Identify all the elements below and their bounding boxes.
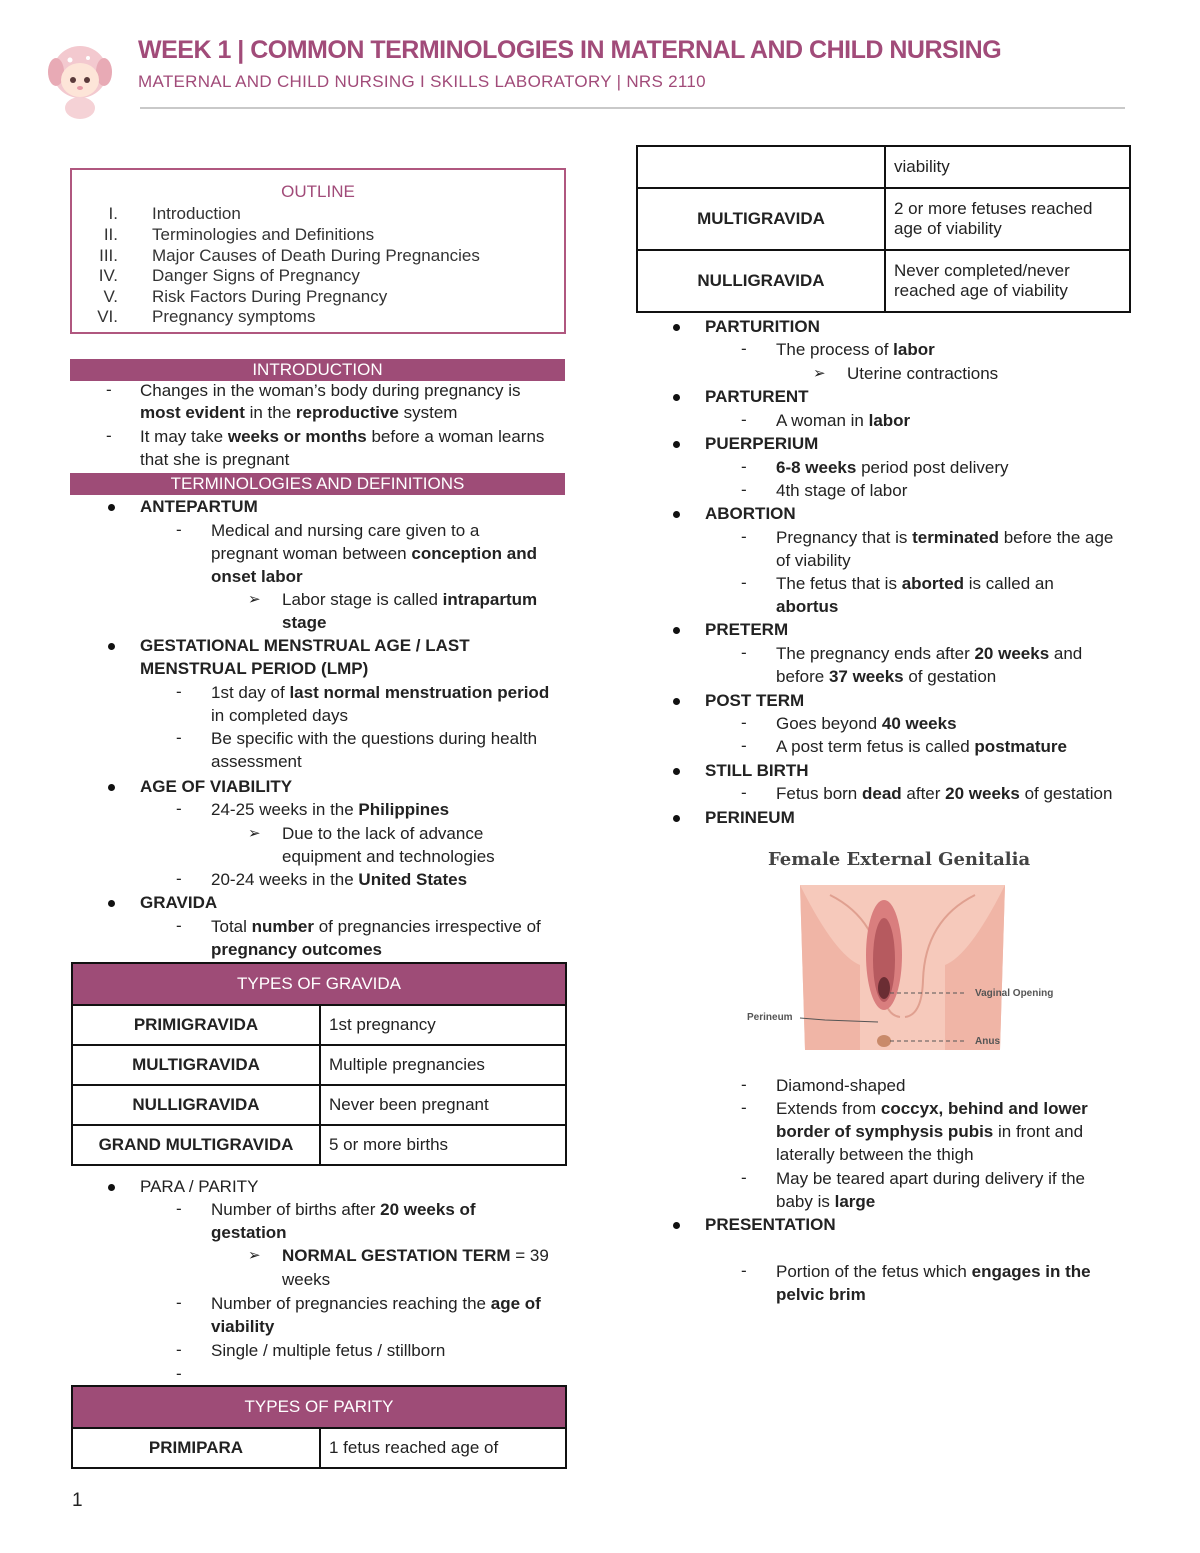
definition-line: laterally between the thigh <box>776 1145 974 1164</box>
bold-text: most evident <box>140 403 245 422</box>
text: before the age <box>999 528 1114 547</box>
intro-line: that she is pregnant <box>140 450 290 469</box>
page-subtitle: MATERNAL AND CHILD NURSING I SKILLS LABORATORY | NRS 2110 <box>138 72 706 91</box>
table-cell-definition: 1 fetus reached age of <box>320 1428 566 1468</box>
types-of-parity-table <box>71 1385 567 1469</box>
definition-line <box>776 713 957 735</box>
bullet-marker <box>673 324 680 331</box>
dash-marker: - <box>176 799 182 818</box>
term-puerperium: PUERPERIUM <box>705 434 819 453</box>
term-gestational-age: GESTATIONAL MENSTRUAL AGE / LAST <box>140 636 470 655</box>
dash-marker: - <box>106 426 112 445</box>
bullet-marker <box>673 768 680 775</box>
sub-definition-line: Due to the lack of advance <box>282 824 484 843</box>
definition-line <box>211 1293 541 1315</box>
text: baby is <box>776 1192 835 1211</box>
table-cell-term: GRAND MULTIGRAVIDA <box>72 1125 320 1165</box>
definition-line: onset labor <box>211 567 303 586</box>
outline-box <box>70 168 566 334</box>
definition-line <box>776 573 1054 595</box>
definition-line <box>776 527 1113 549</box>
term-para-parity: PARA / PARITY <box>140 1177 259 1196</box>
definition-line <box>776 339 935 361</box>
dash-marker: - <box>741 736 747 755</box>
dash-marker: - <box>176 869 182 888</box>
table-cell-definition <box>885 146 1130 188</box>
page-title: WEEK 1 | COMMON TERMINOLOGIES IN MATERNAL AND CHILD NURSING <box>138 36 1002 64</box>
bold-text: conception and <box>411 544 537 563</box>
term-gestational-age: MENSTRUAL PERIOD (LMP) <box>140 659 369 678</box>
definition-line <box>776 1098 1088 1120</box>
arrow-bullet-icon: ➢ <box>813 365 826 382</box>
intro-line: Changes in the woman’s body during pregnancy is <box>140 381 521 400</box>
bold-text: last normal menstruation period <box>289 683 550 702</box>
dash-marker: - <box>741 573 747 592</box>
bullet-marker <box>673 441 680 448</box>
sub-definition-line: weeks <box>282 1270 331 1289</box>
text: The pregnancy ends after <box>776 644 975 663</box>
term-preterm: PRETERM <box>705 620 789 639</box>
outline-item-number: III. <box>99 246 118 265</box>
bullet-marker <box>673 698 680 705</box>
text: 1st day of <box>211 683 290 702</box>
table-cell-definition: 5 or more births <box>320 1125 566 1165</box>
table-cell-definition: Never been pregnant <box>320 1085 566 1125</box>
definition-line: assessment <box>211 752 302 771</box>
text: system <box>398 403 458 422</box>
bold-text: 37 weeks <box>828 667 904 686</box>
dash-marker: - <box>176 1199 182 1218</box>
sub-definition-line: stage <box>282 613 327 632</box>
arrow-bullet-icon: ➢ <box>248 825 261 842</box>
bullet-marker <box>108 643 115 650</box>
table-cell-term: NULLIGRAVIDA <box>72 1085 320 1125</box>
dash-marker: - <box>741 410 747 429</box>
sub-definition-line <box>282 589 537 611</box>
text: before a woman learns <box>366 427 545 446</box>
definition-line <box>211 869 467 891</box>
term-still-birth: STILL BIRTH <box>705 761 809 780</box>
term-post-term: POST TERM <box>705 691 805 710</box>
text: Goes beyond <box>776 714 882 733</box>
table-row <box>637 250 1130 312</box>
term-antepartum: ANTEPARTUM <box>140 497 258 516</box>
bullet-marker <box>108 1184 115 1191</box>
definition-line <box>776 457 1008 479</box>
bullet-marker <box>108 900 115 907</box>
text: reached age of viability <box>894 281 1068 300</box>
bullet-marker <box>108 784 115 791</box>
text: viability <box>894 157 950 176</box>
term-age-of-viability: AGE OF VIABILITY <box>140 777 293 796</box>
dash-marker: - <box>741 713 747 732</box>
table-cell-term: MULTIGRAVIDA <box>72 1045 320 1085</box>
term-presentation: PRESENTATION <box>705 1215 836 1234</box>
definition-line: 4th stage of labor <box>776 481 908 500</box>
sub-definition-line: equipment and technologies <box>282 847 495 866</box>
dash-marker: - <box>741 1098 747 1117</box>
definition-line: viability <box>211 1317 275 1336</box>
dash-marker: - <box>106 380 112 399</box>
table-cell-term: MULTIGRAVIDA <box>637 188 885 250</box>
outline-item-number: VI. <box>97 307 118 326</box>
text: of gestation <box>1019 784 1113 803</box>
bold-text: dead <box>862 784 902 803</box>
definition-line <box>776 736 1067 758</box>
definition-line: Be specific with the questions during health <box>211 729 538 748</box>
table-row <box>72 1085 566 1125</box>
types-of-parity-table-continued <box>636 145 1131 313</box>
text: Extends from <box>776 1099 881 1118</box>
text: in the <box>244 403 296 422</box>
bold-text: reproductive <box>295 403 399 422</box>
dash-marker: - <box>741 527 747 546</box>
text: Pregnancy that is <box>776 528 913 547</box>
outline-item-number: I. <box>108 204 118 223</box>
outline-title: OUTLINE <box>281 182 355 201</box>
table-cell-term: PRIMIGRAVIDA <box>72 1005 320 1045</box>
text: and <box>1049 644 1083 663</box>
figure-title: Female External Genitalia <box>768 849 1031 870</box>
page-number: 1 <box>72 1490 83 1511</box>
table-row <box>72 1428 566 1468</box>
definition-line: pelvic brim <box>776 1285 866 1304</box>
definition-line <box>776 1191 875 1213</box>
text: Number of births after <box>211 1200 381 1219</box>
bold-text: terminated <box>912 528 999 547</box>
female-external-genitalia-illustration <box>740 885 1070 1055</box>
dash-marker: - <box>176 916 182 935</box>
bullet-marker <box>673 511 680 518</box>
definition-line <box>211 543 537 565</box>
dash-marker: - <box>176 520 182 539</box>
definition-line: May be teared apart during delivery if the <box>776 1169 1086 1188</box>
bullet-marker <box>673 815 680 822</box>
definition-line: of viability <box>776 551 851 570</box>
text: It may take <box>140 427 228 446</box>
table-row <box>72 1125 566 1165</box>
table-row <box>72 1045 566 1085</box>
table-cell-definition: 1st pregnancy <box>320 1005 566 1045</box>
definition-line: Single / multiple fetus / stillborn <box>211 1341 446 1360</box>
table-header: TYPES OF GRAVIDA <box>72 963 566 1005</box>
text: 20-24 weeks in the <box>211 870 359 889</box>
text: age of viability <box>894 219 1002 238</box>
text: A post term fetus is called <box>776 737 975 756</box>
text: pregnant woman between <box>211 544 412 563</box>
dash-marker: - <box>176 728 182 747</box>
bold-text: border of symphysis pubis <box>776 1122 994 1141</box>
definition-line <box>776 1121 1083 1143</box>
term-parturition: PARTURITION <box>705 317 820 336</box>
text: Fetus born <box>776 784 862 803</box>
definition-line <box>211 916 541 938</box>
term-parturient: PARTURENT <box>705 387 809 406</box>
text: period post delivery <box>856 458 1009 477</box>
definition-line: abortus <box>776 597 839 616</box>
intro-line <box>140 426 544 448</box>
text: of gestation <box>903 667 997 686</box>
outline-item-text: Major Causes of Death During Pregnancies <box>152 246 480 265</box>
definition-line <box>211 1199 476 1221</box>
dash-marker: - <box>741 643 747 662</box>
table-cell-term <box>637 146 885 188</box>
definition-line: Medical and nursing care given to a <box>211 521 480 540</box>
dash-marker: - <box>741 339 747 358</box>
dash-marker: - <box>741 1168 747 1187</box>
bold-text: number <box>251 917 314 936</box>
text: = 39 <box>510 1246 549 1265</box>
bold-text: labor <box>868 411 911 430</box>
bullet-marker <box>673 394 680 401</box>
bold-text: Philippines <box>358 800 450 819</box>
dash-marker: - <box>176 1293 182 1312</box>
sub-definition-line <box>282 1245 549 1267</box>
bold-text: 20 weeks <box>945 784 1020 803</box>
term-gravida: GRAVIDA <box>140 893 218 912</box>
definition-line <box>776 666 996 688</box>
bold-text: 20 weeks <box>974 644 1050 663</box>
text: Never completed/never <box>894 261 1070 280</box>
arrow-bullet-icon: ➢ <box>248 1247 261 1264</box>
outline-item-text: Terminologies and Definitions <box>152 225 375 244</box>
text: A woman in <box>776 411 869 430</box>
bold-text: 40 weeks <box>881 714 957 733</box>
bold-text: coccyx, behind and lower <box>880 1099 1088 1118</box>
dash-marker: - <box>176 1364 182 1383</box>
text: Portion of the fetus which <box>776 1262 972 1281</box>
table-cell-term: NULLIGRAVIDA <box>637 250 885 312</box>
definition-line <box>776 783 1112 805</box>
dash-marker: - <box>741 480 747 499</box>
text: Number of pregnancies reaching the <box>211 1294 491 1313</box>
figure-label-vaginal-opening: Vaginal Opening <box>975 988 1054 999</box>
text: The fetus that is <box>776 574 902 593</box>
sub-definition-line: Uterine contractions <box>847 364 999 383</box>
bold-text: age of <box>490 1294 541 1313</box>
bold-text: weeks or months <box>227 427 367 446</box>
bold-text: NORMAL GESTATION TERM <box>282 1246 511 1265</box>
table-cell-definition: Multiple pregnancies <box>320 1045 566 1085</box>
outline-item-number: II. <box>103 225 118 244</box>
definition-line: pregnancy outcomes <box>211 940 382 959</box>
dash-marker: - <box>741 457 747 476</box>
figure-label-anus: Anus <box>975 1036 1000 1047</box>
dash-marker: - <box>741 783 747 802</box>
dash-marker: - <box>741 1075 747 1094</box>
bold-text: 20 weeks of <box>380 1200 476 1219</box>
table-cell-term: PRIMIPARA <box>72 1428 320 1468</box>
definition-line <box>776 1261 1091 1283</box>
table-cell-definition <box>885 188 1130 250</box>
outline-item-text: Risk Factors During Pregnancy <box>152 287 388 306</box>
bullet-marker <box>673 1222 680 1229</box>
section-heading-introduction: INTRODUCTION <box>70 359 565 381</box>
definition-line: Diamond-shaped <box>776 1076 906 1095</box>
definition-line: gestation <box>211 1223 287 1242</box>
bold-text: United States <box>358 870 468 889</box>
table-header: TYPES OF PARITY <box>72 1386 566 1428</box>
definition-line: in completed days <box>211 706 349 725</box>
definition-line <box>776 643 1082 665</box>
bold-text: aborted <box>901 574 965 593</box>
text: The process of <box>776 340 894 359</box>
header-divider <box>140 107 1125 109</box>
text: after <box>901 784 946 803</box>
definition-line <box>211 799 449 821</box>
text: 2 or more fetuses reached <box>894 199 1093 218</box>
bold-text: large <box>834 1192 876 1211</box>
mascot-logo <box>44 42 116 120</box>
text: in front and <box>993 1122 1084 1141</box>
bold-text: labor <box>893 340 935 359</box>
text: 24-25 weeks in the <box>211 800 359 819</box>
arrow-bullet-icon: ➢ <box>248 591 261 608</box>
dash-marker: - <box>176 1340 182 1359</box>
bold-text: postmature <box>974 737 1067 756</box>
text: Total <box>211 917 252 936</box>
table-row <box>637 146 1130 188</box>
text: Labor stage is called <box>282 590 443 609</box>
definition-line <box>776 410 910 432</box>
outline-item-number: V. <box>103 287 118 306</box>
term-abortion: ABORTION <box>705 504 796 523</box>
table-cell-definition <box>885 250 1130 312</box>
bullet-marker <box>673 627 680 634</box>
dash-marker: - <box>741 1261 747 1280</box>
table-row <box>637 188 1130 250</box>
term-perineum: PERINEUM <box>705 808 795 827</box>
table-row <box>72 1005 566 1045</box>
outline-item-text: Danger Signs of Pregnancy <box>152 266 360 285</box>
text: before <box>776 667 829 686</box>
bold-text: intrapartum <box>442 590 538 609</box>
outline-item-number: IV. <box>98 266 118 285</box>
outline-item-text: Pregnancy symptoms <box>152 307 316 326</box>
intro-line <box>140 402 457 424</box>
outline-item-text: Introduction <box>152 204 241 223</box>
text: is called an <box>964 574 1054 593</box>
bold-text: engages in the <box>971 1262 1091 1281</box>
text: of pregnancies irrespective of <box>313 917 541 936</box>
bullet-marker <box>108 504 115 511</box>
dash-marker: - <box>176 682 182 701</box>
definition-line <box>211 682 549 704</box>
bold-text: 6-8 weeks <box>776 458 857 477</box>
section-heading-terminologies: TERMINOLOGIES AND DEFINITIONS <box>70 473 565 495</box>
figure-label-perineum: Perineum <box>747 1012 793 1023</box>
types-of-gravida-table <box>71 962 567 1166</box>
